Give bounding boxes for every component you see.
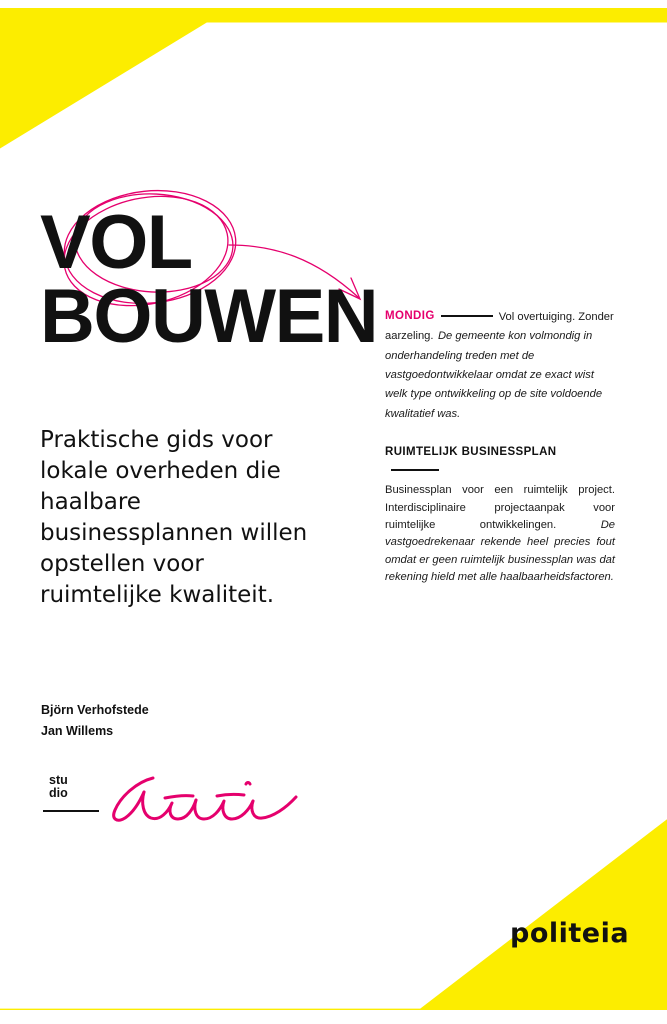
author-list	[41, 700, 149, 743]
title-line-2: BOUWEN	[40, 273, 378, 359]
glossary-entry-ruimtelijk-businessplan	[385, 443, 615, 586]
author-name-2: Jan Willems	[41, 724, 114, 739]
studio-logo-line-1: stu	[49, 773, 68, 787]
glossary-lead-mondig: Vol overtuiging. Zonder aarzeling.	[385, 311, 614, 343]
glossary-column	[385, 307, 615, 606]
glossary-body-ruimtelijk-businessplan	[385, 482, 615, 586]
title-line-1: VOL	[40, 200, 192, 285]
glossary-term-ruimtelijk-businessplan: RUIMTELIJK BUSINESSPLAN	[385, 445, 557, 458]
term-rule	[391, 469, 439, 471]
studio-logo-underline	[43, 810, 99, 812]
studio-levier-logo	[41, 770, 301, 830]
publisher-logo: politeia	[510, 918, 630, 949]
cover-subtitle: Praktische gids voor lokale overheden die haalbare businessplannen willen opstellen voor ruimtelijke kwaliteit.	[40, 427, 308, 609]
studio-logo-text	[49, 774, 68, 800]
glossary-term-mondig: MONDIG	[385, 309, 435, 322]
bottom-white-strip	[0, 1010, 667, 1024]
studio-logo-line-2: dio	[49, 786, 68, 801]
top-white-strip	[0, 0, 667, 8]
glossary-example-mondig: De gemeente kon volmondig in onderhandeling treden met de vastgoedontwikkelaar omdat ze exact wist welk type ontwikkeling op de site voldoende kwalitatief was.	[385, 330, 603, 420]
author-name-1: Björn Verhofstede	[41, 703, 149, 717]
glossary-entry-mondig	[385, 307, 615, 423]
glossary-example-ruimtelijk-businessplan: De vastgoedrekenaar rekende heel precies fout omdat er geen ruimtelijk businessplan was dat rekening hield met alle haalbaarheidsfactoren.	[385, 518, 615, 583]
term-rule	[441, 315, 493, 317]
levier-script-icon	[41, 770, 301, 830]
glossary-lead-ruimtelijk-businessplan: Businessplan voor een ruimtelijk project. Interdisciplinaire projectaanpak voor ruimtelijke ontwikkelingen.	[385, 484, 615, 531]
